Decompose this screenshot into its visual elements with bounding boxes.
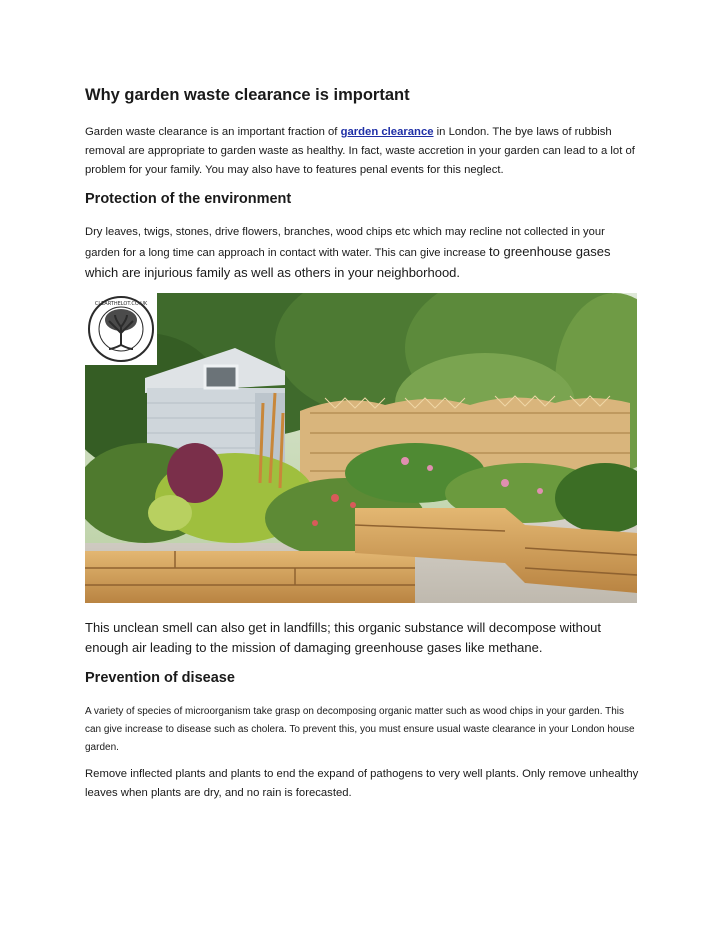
logo-text: CLEARTHELOT.CO.UK [94, 301, 148, 307]
page-title: Why garden waste clearance is important [85, 86, 410, 104]
intro-paragraph [85, 123, 640, 180]
landfill-paragraph: This unclean smell can also get in landfills; this organic substance will decompose without enough air leading to the mission of damaging greenhouse gases like methane. [85, 620, 601, 655]
disease-paragraph: A variety of species of microorganism take grasp on decomposing organic matter such as wood chips in your garden. This can give increase to disease such as cholera. To prevent this, you must ensure usual waste clearance in your London house garden. [85, 706, 635, 753]
heading-prevention-disease: Prevention of disease [85, 670, 235, 686]
environment-paragraph [85, 222, 640, 284]
final-paragraph: Remove inflected plants and plants to end the expand of pathogens to very well plants. Only remove unhealthy leaves when plants are dry, and no rain is forecasted. [85, 768, 639, 799]
intro-text-after-link: in London. The bye laws of rubbish removal are appropriate to garden waste as healthy. In fact, waste accretion in your garden can lead to a lot of problem for your family. You may also have to features penal events for this neglect. [85, 126, 635, 176]
garden-photo [85, 293, 637, 603]
garden-clearance-link[interactable]: garden clearance [340, 126, 434, 138]
environment-text-large: to greenhouse gases which are injurious family as well as others in your neighborhood. [85, 244, 611, 280]
intro-text-before-link: Garden waste clearance is an important fraction of [85, 126, 341, 138]
environment-text-small: Dry leaves, twigs, stones, drive flowers, branches, wood chips etc which may recline not collected in your garden for a long time can approach in contact with water. This can give increase [85, 226, 605, 259]
heading-protection-environment: Protection of the environment [85, 191, 292, 207]
garden-photo-illustration [85, 293, 637, 603]
